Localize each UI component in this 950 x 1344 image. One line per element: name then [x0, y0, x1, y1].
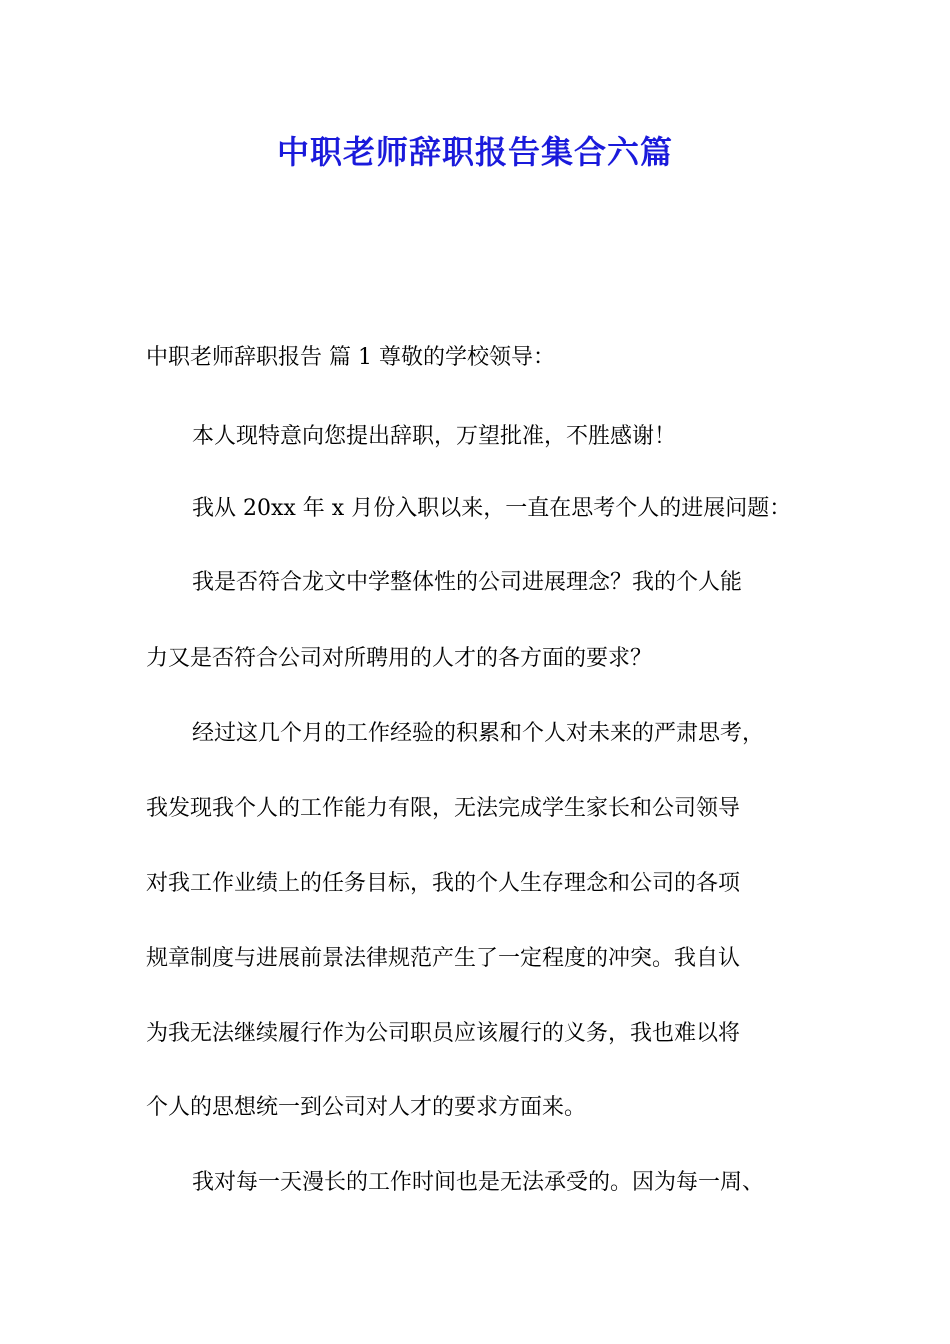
text-line: 我发现我个人的工作能力有限，无法完成学生家长和公司领导 [146, 796, 741, 821]
text-line: 为我无法继续履行作为公司职员应该履行的义务，我也难以将 [146, 1021, 741, 1046]
text-line: 规章制度与进展前景法律规范产生了一定程度的冲突。我自认 [146, 946, 741, 971]
text-line: 对我工作业绩上的任务目标，我的个人生存理念和公司的各项 [146, 871, 741, 896]
document-title: 中职老师辞职报告集合六篇 [276, 133, 673, 171]
text-line-heading: 中职老师辞职报告 篇 1 尊敬的学校领导： [146, 345, 555, 370]
text-line: 我是否符合龙文中学整体性的公司进展理念？我的个人能 [192, 570, 743, 595]
text-line: 我对每一天漫长的工作时间也是无法承受的。因为每一周、 [192, 1170, 765, 1195]
text-line: 力又是否符合公司对所聘用的人才的各方面的要求？ [146, 646, 653, 671]
text-line: 我从 20xx 年 x 月份入职以来，一直在思考个人的进展问题： [192, 496, 792, 521]
text-line: 个人的思想统一到公司对人才的要求方面来。 [146, 1095, 587, 1120]
text-line: 本人现特意向您提出辞职，万望批准，不胜感谢！ [192, 424, 677, 449]
text-line: 经过这几个月的工作经验的积累和个人对未来的严肃思考， [192, 721, 765, 746]
